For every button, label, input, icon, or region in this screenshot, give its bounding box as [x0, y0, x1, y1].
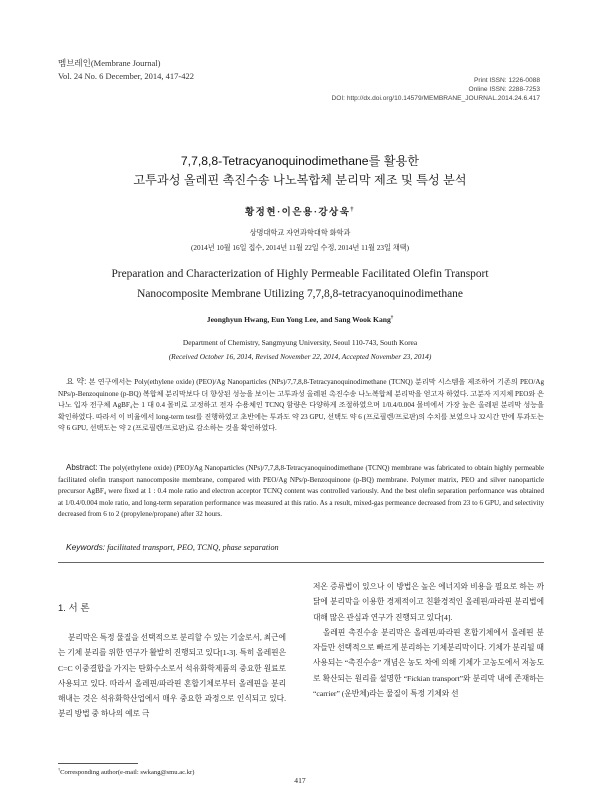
footnote-text: Corresponding author(e-mail: swkang@smu.ac.kr) [60, 769, 195, 777]
english-abstract-text: The poly(ethylene oxide) (PEO)/Ag Nanoparticles (NPs)/7,7,8,8-Tetracyanoquinodimethane (TCNQ) membrane was fabricated to obtain highly permeable facilitated olefin transport nanocomposite membrane, compared with PEO/Ag NPs/p-Benzoquinone (p-BQ) membrane. Polymer matrix, PEO and silver nanoparticle precursor AgBF₄ were fixed at 1 : 0.4 mole ratio and electron acceptor TCNQ content was controlled variously. And the best olefin separation performance was obtained at 1/0.4/0.004 mole ratio, and long-term separation performance was measured at this ratio. As a result, mixed-gas permeance decreased from 23 to 6 GPU, and selectivity decreased from 6 to 2 (propylene/propane) after 32 hours. [58, 464, 544, 519]
korean-abstract-text: 본 연구에서는 Poly(ethylene oxide) (PEO)/Ag Nanoparticles (NPs)/7,7,8,8-Tetracyanoquinodimethane (TCNQ) 분리막 시스템을 제조하여 기존의 PEO/Ag NPs/p-Benzoquinone (p-BQ) 복합체 분리막보다 더 향상된 성능을 보이는 고투과성 올레핀 촉진수송 나노복합체 분리막을 얻고자 하였다. 고분자 지지체 PEO와 은 나노 입자 전구체 AgBF₄는 1 대 0.4 몰비로 고정하고 전자 수용체인 TCNQ 함량은 다양하게 조절하였으며 1/0.4/0.004 몰비에서 가장 높은 올레핀 분리막 성능을 확인하였다. 따라서 이 비율에서 long-term test를 진행하였고 초반에는 투과도 약 23 GPU, 선택도 약 6 (프로필렌/프로판)의 수치를 보였으나 32시간 만에 투과도는 약 6 GPU, 선택도는 약 2 (프로필렌/프로판)로 감소하는 것을 확인하였다. [58, 378, 545, 433]
section-title: 1. 서 론 [58, 603, 90, 614]
korean-abstract-label: 요 약: [66, 377, 87, 386]
english-authors [0, 315, 600, 324]
keywords-label: Keywords: [66, 542, 106, 552]
korean-affiliation-block [0, 226, 600, 256]
korean-title-line1: 7,7,8,8-Tetracyanoquinodimethane를 활용한 [180, 154, 420, 168]
footnote [58, 767, 194, 776]
footnote-divider [58, 763, 138, 764]
english-abstract-label: Abstract: [66, 463, 98, 472]
footnote-mark: † [58, 767, 61, 772]
english-author-names: Jeonghyun Hwang, Eun Yong Lee, and Sang Wook Kang [206, 315, 391, 324]
intro-col2 [313, 579, 544, 701]
korean-title [0, 152, 600, 190]
english-title-line2: Nanocomposite Membrane Utilizing 7,7,8,8-tetracyanoquinodimethane [137, 288, 463, 300]
page-number: 417 [294, 776, 306, 785]
korean-author-names: 황정현·이은용·강상욱 [244, 208, 351, 218]
korean-affiliation: 상명대학교 자연과학대학 화학과 [249, 229, 351, 237]
keywords [66, 542, 279, 552]
corresponding-mark: † [350, 206, 355, 213]
english-dates: (Received October 16, 2014, Revised November 22, 2014, Accepted November 23, 2014) [168, 351, 432, 361]
journal-name: 멤브레인(Membrane Journal) [58, 58, 161, 68]
english-affiliation: Department of Chemistry, Sangmyung University, Seoul 110-743, South Korea [182, 338, 418, 347]
english-title [0, 264, 600, 304]
korean-abstract [58, 376, 544, 435]
issn-block [331, 76, 540, 104]
keywords-text: facilitated transport, PEO, TCNQ, phase separation [107, 543, 279, 552]
intro-paragraph-col2-2: 올레핀 촉진수송 분리막은 올레핀/파라핀 혼합기체에서 올레핀 분자들만 선택적으로 빠르게 분리하는 기체분리막이다. 기체가 분리될 때 사용되는 “촉진수송” 개념은 농도 차에 의해 기체가 고농도에서 저농도로 확산되는 원리를 설명한 “Fickian transport”와 분리막 내에 존재하는 “carrier” (운반체)라는 물질이 특정 기체와 선 [313, 627, 544, 699]
intro-paragraph-col1: 분리막은 특정 물질을 선택적으로 분리할 수 있는 기술로서, 최근에는 기체 분리를 위한 연구가 활발히 진행되고 있다[1-3]. 특히 올레핀은 C=C 이중결합을 가지는 탄화수소로서 석유화학제품의 중요한 원료로 사용되고 있다. 따라서 올레핀/파라핀 혼합기체로부터 올레핀을 분리해내는 것은 석유화학산업에서 매우 중요한 과정으로 인식되고 있다. 분리 방법 중 하나의 예로 극 [58, 633, 286, 719]
korean-dates: (2014년 10월 16일 접수, 2014년 11월 22일 수정, 2014년 11월 23일 채택) [190, 244, 409, 252]
english-abstract [58, 462, 544, 521]
abstract-divider [58, 562, 544, 563]
online-issn: Online ISSN: 2288-7253 [468, 86, 540, 94]
journal-header [58, 57, 194, 83]
korean-title-line2: 고투과성 올레핀 촉진수송 나노복합체 분리막 제조 및 특성 분석 [133, 173, 467, 187]
print-issn: Print ISSN: 1226-0088 [474, 77, 540, 84]
journal-issue: Vol. 24 No. 6 December, 2014, 417-422 [58, 71, 194, 81]
korean-authors [0, 204, 600, 218]
corresponding-mark-en: † [390, 315, 394, 321]
english-title-line1: Preparation and Characterization of Highly Permeable Facilitated Olefin Transport [111, 268, 489, 280]
english-affiliation-block [0, 336, 600, 363]
doi-link[interactable]: DOI: http://dx.doi.org/10.14579/MEMBRANE_JOURNAL.2014.24.6.417 [331, 95, 540, 103]
intro-paragraph-col2-1: 저온 증류법이 있으나 이 방법은 높은 에너지와 비용을 필요로 하는 까닭에 분리막을 이용한 경제적이고 친환경적인 올레핀/파라핀 분리법에 대해 많은 관심과 연구가 진행되고 있다[4]. [313, 582, 544, 622]
